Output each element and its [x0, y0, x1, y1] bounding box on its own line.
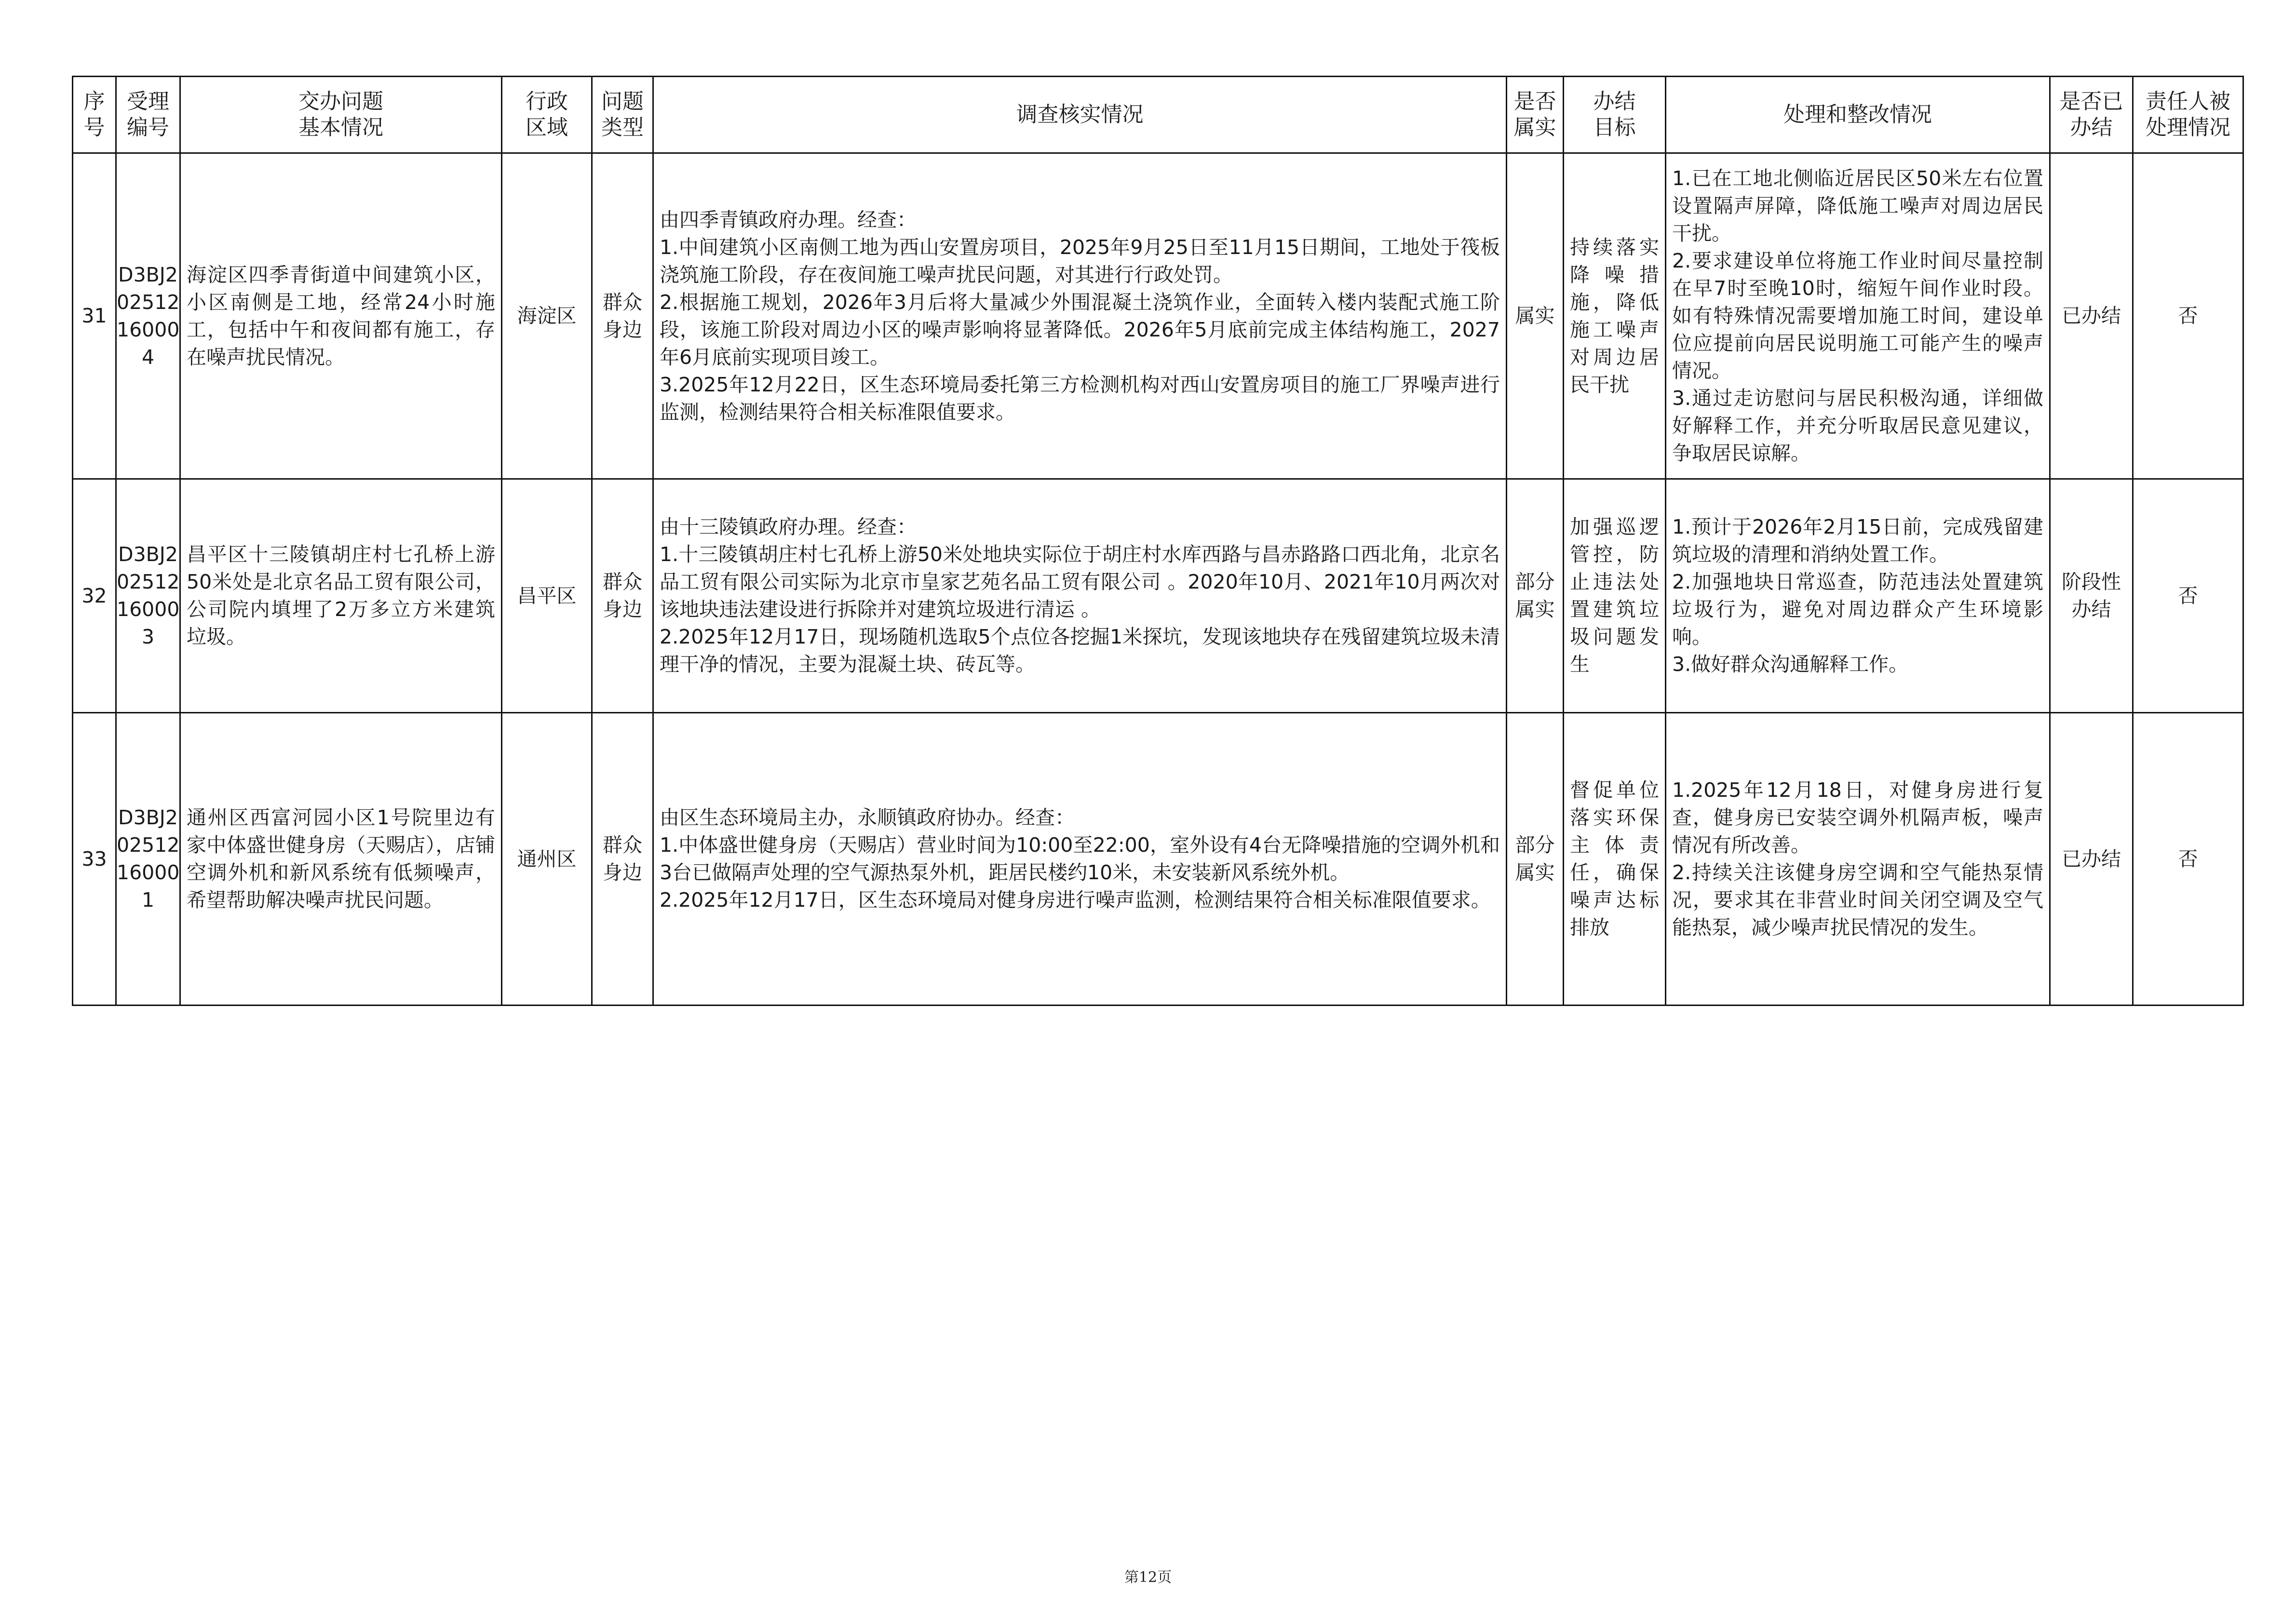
cell-seq: 33: [73, 713, 116, 1006]
header-accountability: 责任人被 处理情况: [2133, 77, 2243, 153]
page-number: 第12页: [1124, 1569, 1172, 1586]
header-acceptance-no: 受理 编号: [116, 77, 180, 153]
table-row: [73, 479, 2243, 713]
cell-accountability: 否: [2133, 479, 2243, 713]
header-seq: 序 号: [73, 77, 116, 153]
cell-handling: 1.预计于2026年2月15日前，完成残留建筑垃圾的清理和消纳处置工作。 2.加强地块日常巡查，防范违法处置建筑垃圾行为，避免对周边群众产生环境影响。 3.做好群众沟通解释工作。: [1666, 479, 2050, 713]
cell-issue: 昌平区十三陵镇胡庄村七孔桥上游50米处是北京名品工贸有限公司，公司院内填埋了2万多立方米建筑垃圾。: [180, 479, 502, 713]
header-district: 行政 区域: [502, 77, 592, 153]
cell-district: 海淀区: [502, 153, 592, 479]
cell-goal: 加强巡逻管控，防止违法处置建筑垃圾问题发生: [1564, 479, 1666, 713]
cell-district: 昌平区: [502, 479, 592, 713]
cell-closed: 阶段性 办结: [2050, 479, 2133, 713]
header-row: [73, 77, 2243, 153]
cell-accountability: 否: [2133, 713, 2243, 1006]
cell-acceptance-no: D3BJ2 02512 16000 1: [116, 713, 180, 1006]
cell-accountability: 否: [2133, 153, 2243, 479]
cell-type: 群众 身边: [592, 479, 653, 713]
cell-closed: 已办结: [2050, 713, 2133, 1006]
header-goal: 办结 目标: [1564, 77, 1666, 153]
cell-type: 群众 身边: [592, 153, 653, 479]
cell-goal: 督促单位落实环保主体责任，确保噪声达标排放: [1564, 713, 1666, 1006]
cell-district: 通州区: [502, 713, 592, 1006]
cell-acceptance-no: D3BJ2 02512 16000 3: [116, 479, 180, 713]
cell-acceptance-no: D3BJ2 02512 16000 4: [116, 153, 180, 479]
cell-closed: 已办结: [2050, 153, 2133, 479]
cell-investigation: 由四季青镇政府办理。经查： 1.中间建筑小区南侧工地为西山安置房项目，2025年9月25日至11月15日期间，工地处于筏板浇筑施工阶段，存在夜间施工噪声扰民问题，对其进行行政处罚。 2.根据施工规划，2026年3月后将大量减少外围混凝土浇筑作业，全面转入楼内装配式施工阶段，该施工阶段对周边小区的噪声影响将显著降低。2026年5月底前完成主体结构施工，2027年6月底前实现项目竣工。 3.2025年12月22日，区生态环境局委托第三方检测机构对西山安置房项目的施工厂界噪声进行监测，检测结果符合相关标准限值要求。: [653, 153, 1507, 479]
header-verified: 是否 属实: [1507, 77, 1564, 153]
cell-investigation: 由区生态环境局主办，永顺镇政府协办。经查： 1.中体盛世健身房（天赐店）营业时间为10:00至22:00，室外设有4台无降噪措施的空调外机和3台已做隔声处理的空气源热泵外机，距居民楼约10米，未安装新风系统外机。 2.2025年12月17日，区生态环境局对健身房进行噪声监测，检测结果符合相关标准限值要求。: [653, 713, 1507, 1006]
cell-issue: 通州区西富河园小区1号院里边有家中体盛世健身房（天赐店），店铺空调外机和新风系统有低频噪声，希望帮助解决噪声扰民问题。: [180, 713, 502, 1006]
cell-seq: 31: [73, 153, 116, 479]
header-issue: 交办问题 基本情况: [180, 77, 502, 153]
cell-handling: 1.已在工地北侧临近居民区50米左右位置设置隔声屏障，降低施工噪声对周边居民干扰。 2.要求建设单位将施工作业时间尽量控制在早7时至晚10时，缩短午间作业时段。如有特殊情况需要增加施工时间，建设单位应提前向居民说明施工可能产生的噪声情况。 3.通过走访慰问与居民积极沟通，详细做好解释工作，并充分听取居民意见建议，争取居民谅解。: [1666, 153, 2050, 479]
complaint-table: [72, 76, 2244, 1006]
cell-handling: 1.2025年12月18日，对健身房进行复查，健身房已安装空调外机隔声板，噪声情况有所改善。 2.持续关注该健身房空调和空气能热泵情况，要求其在非营业时间关闭空调及空气能热泵，减少噪声扰民情况的发生。: [1666, 713, 2050, 1006]
cell-type: 群众 身边: [592, 713, 653, 1006]
table-row: [73, 153, 2243, 479]
cell-issue: 海淀区四季青街道中间建筑小区，小区南侧是工地，经常24小时施工，包括中午和夜间都有施工，存在噪声扰民情况。: [180, 153, 502, 479]
header-handling: 处理和整改情况: [1666, 77, 2050, 153]
cell-verified: 属实: [1507, 153, 1564, 479]
cell-seq: 32: [73, 479, 116, 713]
header-type: 问题 类型: [592, 77, 653, 153]
cell-verified: 部分 属实: [1507, 713, 1564, 1006]
table-row: [73, 713, 2243, 1006]
header-closed: 是否已 办结: [2050, 77, 2133, 153]
header-investigation: 调查核实情况: [653, 77, 1507, 153]
cell-goal: 持续落实降噪措施，降低施工噪声对周边居民干扰: [1564, 153, 1666, 479]
cell-investigation: 由十三陵镇政府办理。经查： 1.十三陵镇胡庄村七孔桥上游50米处地块实际位于胡庄村水库西路与昌赤路路口西北角，北京名品工贸有限公司实际为北京市皇家艺苑名品工贸有限公司 。2020年10月、2021年10月两次对该地块违法建设进行拆除并对建筑垃圾进行清运 。 2.2025年12月17日，现场随机选取5个点位各挖掘1米探坑，发现该地块存在残留建筑垃圾未清理干净的情况，主要为混凝土块、砖瓦等。: [653, 479, 1507, 713]
cell-verified: 部分 属实: [1507, 479, 1564, 713]
